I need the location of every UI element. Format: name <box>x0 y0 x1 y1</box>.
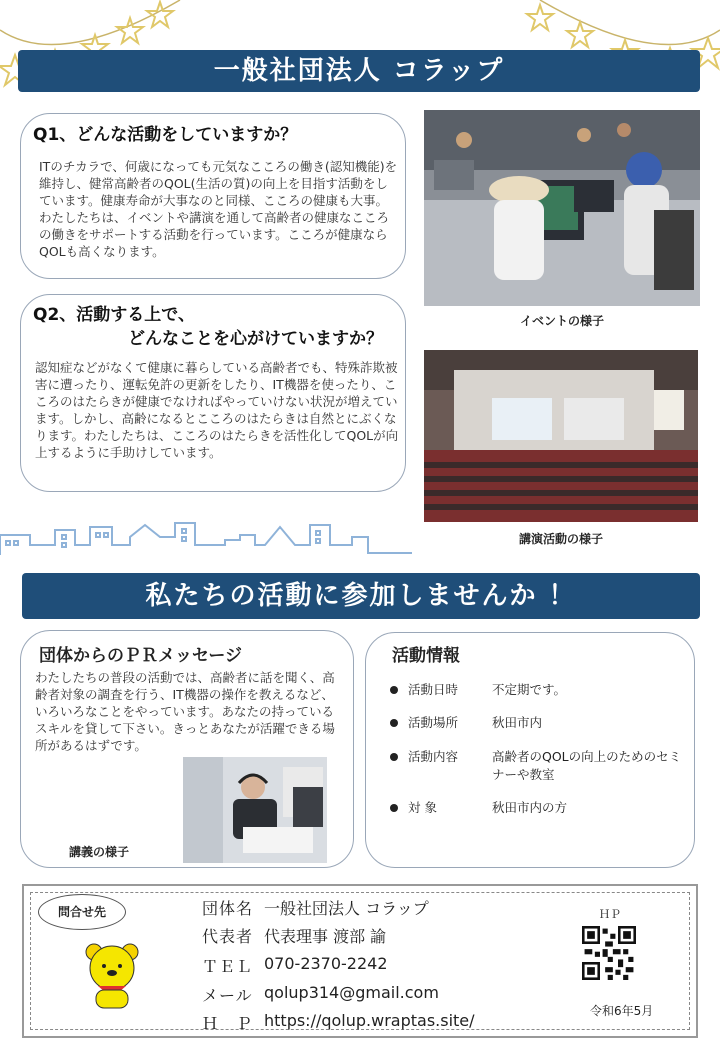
bullet-icon <box>390 804 398 812</box>
info-row-target <box>390 799 682 817</box>
q2-box <box>20 294 406 492</box>
contact-row-hp <box>202 1011 475 1034</box>
q2-title-line2: どんなことを心がけていますか？ <box>128 329 383 349</box>
contact-row-rep <box>202 924 386 947</box>
q1-box <box>20 113 406 279</box>
hp-label: ＨＰ <box>599 908 621 921</box>
pr-message-box <box>20 630 354 868</box>
info-label: 対 象 <box>408 800 437 815</box>
contact-row-mail <box>202 983 439 1006</box>
bear-mascot-icon <box>80 940 144 1012</box>
q1-title: Q1、どんな活動をしていますか？ <box>33 125 298 145</box>
contact-section <box>22 884 698 1038</box>
contact-key: Ｈ Ｐ <box>202 1014 254 1033</box>
pr-body: わたしたちの普段の活動では、高齢者に話を聞く、高齢者対象の調査を行う、IT機器の操作を教えるなど、いろいろなことをやっています。あなたの持っているスキルを貸して下さい。きっとあなたが活躍できる場所があるはずです。 <box>35 670 335 753</box>
cta-banner: 私たちの活動に参加しませんか ！ <box>22 573 700 619</box>
contact-bubble: 問合せ先 <box>38 894 126 930</box>
issue-date: 令和6年5月 <box>590 1004 654 1018</box>
info-row-content <box>390 748 682 784</box>
header-banner: 一般社団法人 コラップ <box>18 50 700 92</box>
info-label: 活動場所 <box>408 715 459 730</box>
lecture-caption: 講演活動の様子 <box>518 532 603 546</box>
event-photo <box>424 110 700 306</box>
info-value: 秋田市内の方 <box>492 800 568 815</box>
info-label: 活動日時 <box>408 682 459 697</box>
class-photo <box>183 757 327 863</box>
q1-body: ITのチカラで、何歳になっても元気なこころの働き(認知機能)を維持し、健常高齢者のQOL(生活の質)の向上を目指す活動をしています。健康寿命が大事なのと同様、こころの健康も大事。わたしたちは、イベントや講演を通して高齢者の健康なこころの働きをサポートする活動を行っています。こころが健康ならQOLも高くなります。 <box>39 159 398 259</box>
lecture-hall-photo <box>424 350 698 522</box>
bullet-icon <box>390 719 398 727</box>
q2-body: 認知症などがなくて健康に暮らしている高齢者でも、特殊詐欺被害に遭ったり、運転免許の更新をしたり、IT機器を使ったり、こころのはたらきが健康でなければやっていけない状況が増えています。しかし、高齢になるとこころのはたらきは自然とにぶくなります。わたしたちは、こころのはたらきを活性化してQOLが向上するように手助けしています。 <box>35 360 399 460</box>
q2-title <box>33 303 383 351</box>
event-caption: イベントの様子 <box>519 314 604 328</box>
info-row-place <box>390 714 682 732</box>
info-title: 活動情報 <box>392 646 460 666</box>
homepage-link[interactable]: https://qolup.wraptas.site/ <box>264 1011 475 1030</box>
contact-key: 団体名 <box>202 899 254 918</box>
phone-number[interactable]: 070-2370-2242 <box>264 954 388 973</box>
contact-key: メール <box>202 986 253 1005</box>
qr-code-icon[interactable] <box>582 926 636 980</box>
pr-title: 団体からのＰＲメッセージ <box>39 646 242 666</box>
contact-row-org <box>202 896 429 919</box>
q2-title-line1: Q2、活動する上で、 <box>33 305 195 325</box>
contact-key: 代表者 <box>202 927 254 946</box>
info-label: 活動内容 <box>408 749 459 764</box>
info-value: 不定期です。 <box>492 682 567 697</box>
contact-row-tel <box>202 954 388 977</box>
bullet-icon <box>390 686 398 694</box>
contact-value: 代表理事 渡部 諭 <box>264 927 387 946</box>
class-caption: 講義の様子 <box>69 845 130 859</box>
skyline-decoration <box>0 515 412 560</box>
info-row-datetime <box>390 681 682 699</box>
info-value: 高齢者のQOLの向上のためのセミナーや教室 <box>492 749 682 782</box>
contact-value: 一般社団法人 コラップ <box>264 899 429 918</box>
activity-info-box <box>365 632 695 868</box>
contact-key: ＴＥＬ <box>202 957 254 976</box>
email-link[interactable]: qolup314@gmail.com <box>264 983 439 1002</box>
info-value: 秋田市内 <box>492 715 543 730</box>
bullet-icon <box>390 753 398 761</box>
